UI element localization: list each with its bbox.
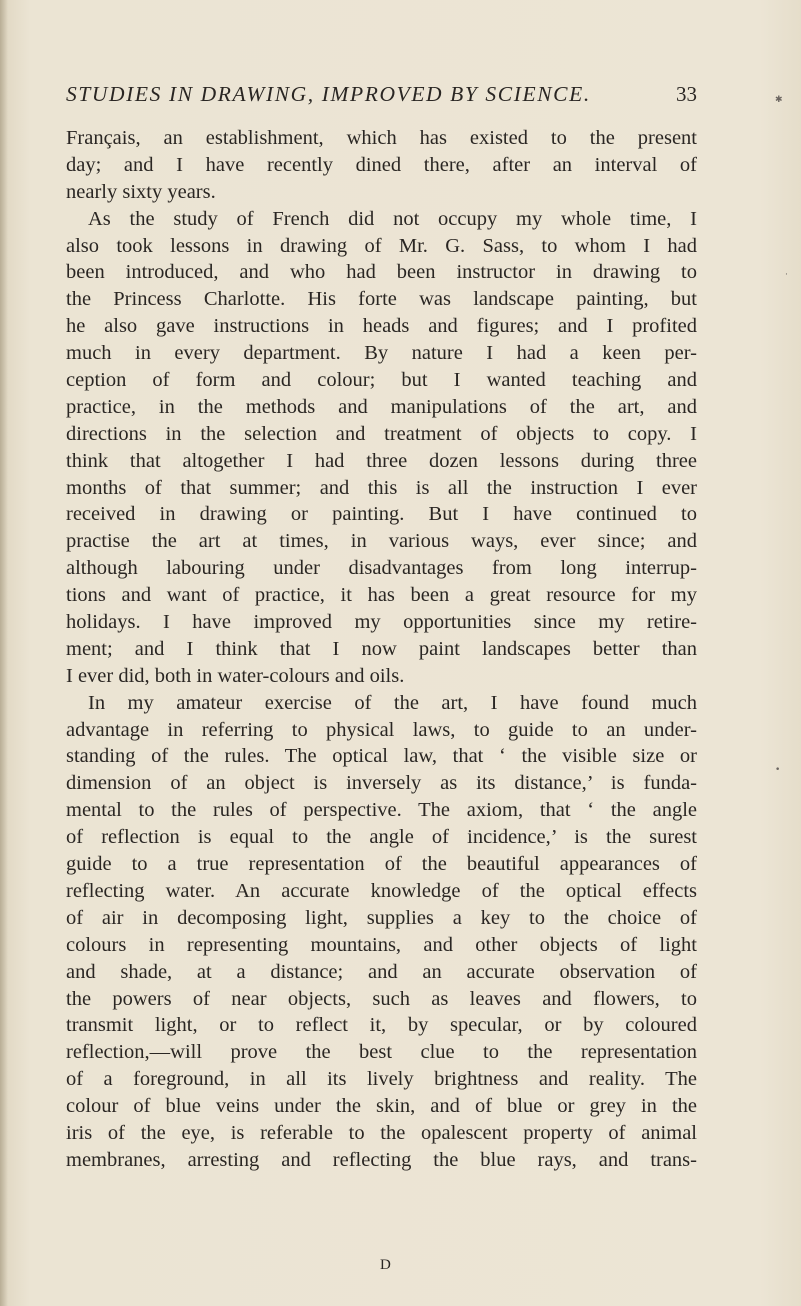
text-line: and shade, at a distance; and an accurate observation of (66, 960, 697, 983)
text-line: of air in decomposing light, supplies a key to the choice of (66, 906, 697, 929)
text-line: ment; and I think that I now paint landscapes better than (66, 637, 697, 660)
body-text (66, 125, 697, 1174)
text-line: transmit light, or to reflect it, by specular, or by coloured (66, 1014, 697, 1037)
text-line: colours in representing mountains, and other objects of light (66, 933, 697, 956)
text-line: practise the art at times, in various ways, ever since; and (66, 530, 697, 553)
signature-mark: D (380, 1257, 391, 1273)
text-line: Français, an establishment, which has existed to the present (66, 127, 697, 149)
text-line: In my amateur exercise of the art, I have found much (88, 691, 697, 714)
ink-speck: • (775, 765, 781, 775)
text-line: holidays. I have improved my opportunities since my retire- (66, 611, 697, 634)
text-line: received in drawing or painting. But I have continued to (66, 503, 697, 526)
page-number: 33 (676, 82, 697, 106)
running-head (66, 82, 701, 112)
spine-shadow (0, 0, 8, 1306)
text-line: ception of form and colour; but I wanted teaching and (66, 369, 697, 392)
text-line: membranes, arresting and reflecting the blue rays, and trans- (66, 1148, 697, 1171)
text-line: standing of the rules. The optical law, that ‘ the visible size or (66, 745, 697, 768)
text-line: months of that summer; and this is all the instruction I ever (66, 476, 697, 499)
text-line: guide to a true representation of the beautiful appearances of (66, 853, 697, 876)
text-line: day; and I have recently dined there, after an interval of (66, 153, 697, 176)
running-title: STUDIES IN DRAWING, IMPROVED BY SCIENCE. (66, 82, 591, 106)
text-line: mental to the rules of perspective. The axiom, that ‘ the angle (66, 799, 697, 822)
text-line: although labouring under disadvantages from long interrup- (66, 557, 697, 580)
text-line: reflecting water. An accurate knowledge of the optical effects (66, 879, 697, 902)
text-line: advantage in referring to physical laws, to guide to an under- (66, 718, 697, 741)
text-line: directions in the selection and treatment of objects to copy. I (66, 422, 697, 445)
text-line: of a foreground, in all its lively brightness and reality. The (66, 1068, 697, 1091)
ink-speck: · (785, 270, 788, 280)
text-line: much in every department. By nature I had a keen per- (66, 342, 697, 365)
ink-speck: ✱ (775, 95, 783, 105)
text-line: the Princess Charlotte. His forte was landscape painting, but (66, 288, 697, 311)
text-line: also took lessons in drawing of Mr. G. Sass, to whom I had (66, 234, 697, 257)
text-line: been introduced, and who had been instructor in drawing to (66, 261, 697, 284)
text-line: of reflection is equal to the angle of incidence,’ is the surest (66, 826, 697, 849)
text-line: he also gave instructions in heads and figures; and I profited (66, 315, 697, 338)
text-line: I ever did, both in water-colours and oils. (66, 664, 405, 687)
text-line: As the study of French did not occupy my whole time, I (88, 207, 697, 230)
text-line: nearly sixty years. (66, 180, 216, 203)
text-line: think that altogether I had three dozen lessons during three (66, 449, 697, 472)
text-line: the powers of near objects, such as leaves and flowers, to (66, 987, 697, 1010)
text-line: practice, in the methods and manipulations of the art, and (66, 395, 697, 418)
text-line: tions and want of practice, it has been a great resource for my (66, 584, 697, 607)
text-line: reflection,—will prove the best clue to the representation (66, 1041, 697, 1064)
text-line: colour of blue veins under the skin, and of blue or grey in the (66, 1095, 697, 1118)
text-line: dimension of an object is inversely as its distance,’ is funda- (66, 772, 697, 795)
text-line: iris of the eye, is referable to the opalescent property of animal (66, 1121, 697, 1144)
